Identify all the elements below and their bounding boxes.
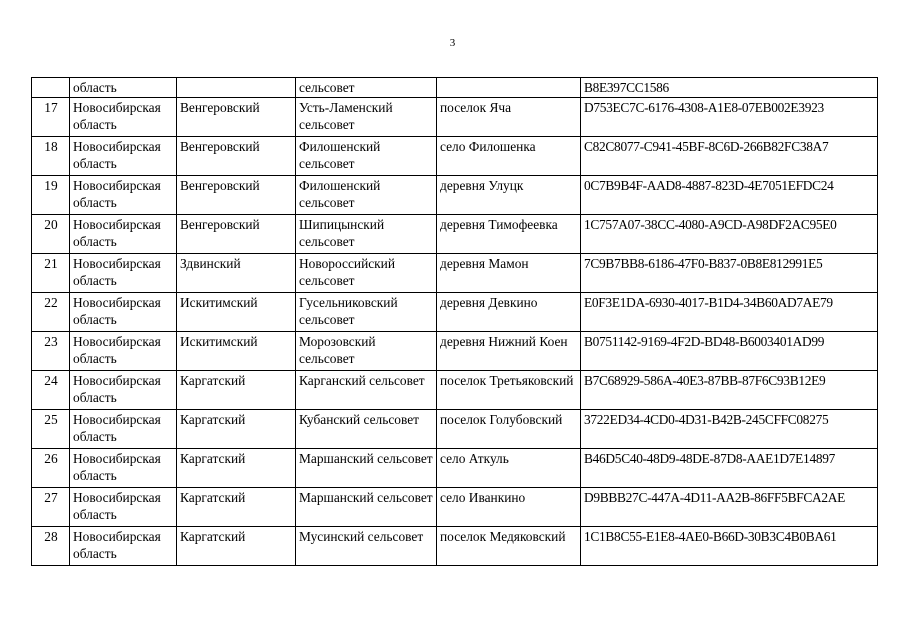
table-row xyxy=(32,410,878,449)
settlement-council-cell: Усть-Ламенский сельсовет xyxy=(296,98,437,137)
locality-cell xyxy=(437,78,581,98)
row-number-cell: 28 xyxy=(32,527,70,566)
settlement-council-cell: Морозовский сельсовет xyxy=(296,332,437,371)
guid-cell: B7C68929-586A-40E3-87BB-87F6C93B12E9 xyxy=(581,371,878,410)
row-number-cell: 24 xyxy=(32,371,70,410)
settlements-table xyxy=(31,77,878,566)
table-row xyxy=(32,215,878,254)
guid-cell: B0751142-9169-4F2D-BD48-B6003401AD99 xyxy=(581,332,878,371)
locality-cell: поселок Яча xyxy=(437,98,581,137)
table-row xyxy=(32,371,878,410)
district-cell: Каргатский xyxy=(177,410,296,449)
region-cell: Новосибирская область xyxy=(70,527,177,566)
region-cell: Новосибирская область xyxy=(70,371,177,410)
table-row xyxy=(32,449,878,488)
region-cell: Новосибирская область xyxy=(70,254,177,293)
guid-cell: 1C1B8C55-E1E8-4AE0-B66D-30B3C4B0BA61 xyxy=(581,527,878,566)
guid-cell: D753EC7C-6176-4308-A1E8-07EB002E3923 xyxy=(581,98,878,137)
settlement-council-cell: Маршанский сельсовет xyxy=(296,488,437,527)
guid-cell: 3722ED34-4CD0-4D31-B42B-245CFFC08275 xyxy=(581,410,878,449)
settlement-council-cell: Новороссийский сельсовет xyxy=(296,254,437,293)
district-cell: Венгеровский xyxy=(177,137,296,176)
district-cell: Каргатский xyxy=(177,449,296,488)
guid-cell: B46D5C40-48D9-48DE-87D8-AAE1D7E14897 xyxy=(581,449,878,488)
row-number-cell: 18 xyxy=(32,137,70,176)
region-cell: Новосибирская область xyxy=(70,410,177,449)
row-number-cell: 26 xyxy=(32,449,70,488)
district-cell: Венгеровский xyxy=(177,98,296,137)
district-cell: Каргатский xyxy=(177,527,296,566)
settlement-council-cell: Шипицынский сельсовет xyxy=(296,215,437,254)
settlement-council-cell: Мусинский сельсовет xyxy=(296,527,437,566)
row-number-cell: 22 xyxy=(32,293,70,332)
guid-cell: B8E397CC1586 xyxy=(581,78,878,98)
region-cell: область xyxy=(70,78,177,98)
table-row xyxy=(32,332,878,371)
guid-cell: C82C8077-C941-45BF-8C6D-266B82FC38A7 xyxy=(581,137,878,176)
locality-cell: село Иванкино xyxy=(437,488,581,527)
region-cell: Новосибирская область xyxy=(70,176,177,215)
district-cell: Каргатский xyxy=(177,488,296,527)
region-cell: Новосибирская область xyxy=(70,215,177,254)
locality-cell: поселок Медяковский xyxy=(437,527,581,566)
table-row xyxy=(32,137,878,176)
locality-cell: село Аткуль xyxy=(437,449,581,488)
row-number-cell: 19 xyxy=(32,176,70,215)
row-number-cell: 17 xyxy=(32,98,70,137)
region-cell: Новосибирская область xyxy=(70,293,177,332)
row-number-cell: 23 xyxy=(32,332,70,371)
table-row xyxy=(32,176,878,215)
district-cell xyxy=(177,78,296,98)
settlement-council-cell: Кубанский сельсовет xyxy=(296,410,437,449)
guid-cell: 0C7B9B4F-AAD8-4887-823D-4E7051EFDC24 xyxy=(581,176,878,215)
settlement-council-cell: Филошенский сельсовет xyxy=(296,176,437,215)
table-row xyxy=(32,254,878,293)
settlements-table-body xyxy=(32,78,878,566)
district-cell: Здвинский xyxy=(177,254,296,293)
locality-cell: деревня Тимофеевка xyxy=(437,215,581,254)
row-number-cell: 21 xyxy=(32,254,70,293)
district-cell: Венгеровский xyxy=(177,215,296,254)
settlement-council-cell: Маршанский сельсовет xyxy=(296,449,437,488)
page-number: 3 xyxy=(449,37,456,49)
table-row xyxy=(32,293,878,332)
locality-cell: село Филошенка xyxy=(437,137,581,176)
region-cell: Новосибирская область xyxy=(70,449,177,488)
row-number-cell: 27 xyxy=(32,488,70,527)
table-row xyxy=(32,98,878,137)
district-cell: Искитимский xyxy=(177,293,296,332)
row-number-cell: 20 xyxy=(32,215,70,254)
locality-cell: деревня Девкино xyxy=(437,293,581,332)
guid-cell: 1C757A07-38CC-4080-A9CD-A98DF2AC95E0 xyxy=(581,215,878,254)
region-cell: Новосибирская область xyxy=(70,332,177,371)
table-row-continuation xyxy=(32,78,878,98)
district-cell: Венгеровский xyxy=(177,176,296,215)
locality-cell: поселок Третьяковский xyxy=(437,371,581,410)
district-cell: Каргатский xyxy=(177,371,296,410)
table-row xyxy=(32,488,878,527)
table-row xyxy=(32,527,878,566)
region-cell: Новосибирская область xyxy=(70,98,177,137)
settlement-council-cell: Гусельниковский сельсовет xyxy=(296,293,437,332)
locality-cell: деревня Улуцк xyxy=(437,176,581,215)
district-cell: Искитимский xyxy=(177,332,296,371)
region-cell: Новосибирская область xyxy=(70,137,177,176)
row-number-cell xyxy=(32,78,70,98)
guid-cell: 7C9B7BB8-6186-47F0-B837-0B8E812991E5 xyxy=(581,254,878,293)
settlement-council-cell: сельсовет xyxy=(296,78,437,98)
row-number-cell: 25 xyxy=(32,410,70,449)
settlement-council-cell: Филошенский сельсовет xyxy=(296,137,437,176)
region-cell: Новосибирская область xyxy=(70,488,177,527)
guid-cell: E0F3E1DA-6930-4017-B1D4-34B60AD7AE79 xyxy=(581,293,878,332)
locality-cell: деревня Нижний Коен xyxy=(437,332,581,371)
locality-cell: деревня Мамон xyxy=(437,254,581,293)
settlement-council-cell: Карганский сельсовет xyxy=(296,371,437,410)
guid-cell: D9BBB27C-447A-4D11-AA2B-86FF5BFCA2AE xyxy=(581,488,878,527)
locality-cell: поселок Голубовский xyxy=(437,410,581,449)
